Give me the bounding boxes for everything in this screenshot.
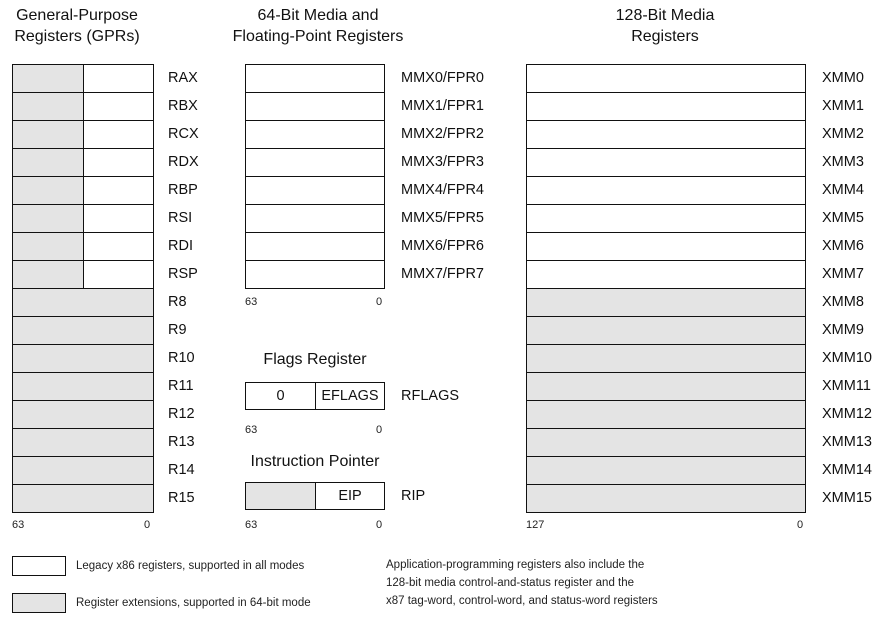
xmm-label-xmm15: XMM15 <box>822 490 872 506</box>
gpr-register-row-rdx <box>12 148 154 177</box>
note-line3: x87 tag-word, control-word, and status-word registers <box>386 595 658 607</box>
xmm-register-labels <box>822 64 884 512</box>
xmm-register-row-xmm1 <box>526 92 806 121</box>
gpr-label-rsi: RSI <box>168 210 193 226</box>
gpr-label-r13: R13 <box>168 434 195 450</box>
mmx-label-mmx2-fpr2: MMX2/FPR2 <box>401 126 484 142</box>
gpr-label-r14: R14 <box>168 462 195 478</box>
mmx-bit-low: 0 <box>376 296 383 308</box>
xmm-label-xmm0: XMM0 <box>822 70 864 86</box>
gpr-register-row-r11 <box>12 372 154 401</box>
xmm-heading <box>590 5 740 47</box>
mmx-heading <box>218 5 418 47</box>
mmx-register-row-mmx0-fpr0 <box>245 64 385 93</box>
xmm-label-xmm13: XMM13 <box>822 434 872 450</box>
gpr-upper-extension-rcx <box>13 121 84 148</box>
rflags-label: RFLAGS <box>401 388 460 404</box>
mmx-register-row-mmx7-fpr7 <box>245 260 385 289</box>
eip-lower-half: EIP <box>338 488 362 504</box>
gpr-register-row-rbx <box>12 92 154 121</box>
mmx-heading-line1: 64-Bit Media and <box>257 7 379 24</box>
eflags-lower-half: EFLAGS <box>321 388 379 404</box>
gpr-label-r15: R15 <box>168 490 195 506</box>
gpr-register-row-r10 <box>12 344 154 373</box>
mmx-label-mmx5-fpr5: MMX5/FPR5 <box>401 210 484 226</box>
mmx-register-row-mmx4-fpr4 <box>245 176 385 205</box>
gpr-upper-extension-rsi <box>13 205 84 232</box>
xmm-label-xmm8: XMM8 <box>822 294 864 310</box>
gpr-heading-line2: Registers (GPRs) <box>14 28 140 45</box>
gpr-register-row-r9 <box>12 316 154 345</box>
ip-heading: Instruction Pointer <box>250 453 380 470</box>
mmx-register-stack <box>245 64 385 288</box>
xmm-register-row-xmm9 <box>526 316 806 345</box>
gpr-upper-extension-rsp <box>13 261 84 288</box>
xmm-heading-line2: Registers <box>631 28 699 45</box>
gpr-upper-extension-rdx <box>13 149 84 176</box>
xmm-label-xmm10: XMM10 <box>822 350 872 366</box>
gpr-bit-high: 63 <box>12 519 25 531</box>
gpr-register-stack <box>12 64 154 512</box>
xmm-register-row-xmm6 <box>526 232 806 261</box>
xmm-register-stack <box>526 64 806 512</box>
mmx-register-row-mmx5-fpr5 <box>245 204 385 233</box>
mmx-register-row-mmx2-fpr2 <box>245 120 385 149</box>
xmm-register-row-xmm3 <box>526 148 806 177</box>
xmm-label-xmm1: XMM1 <box>822 98 864 114</box>
legend-extension-text: Register extensions, supported in 64-bit mode <box>76 597 311 609</box>
gpr-register-row-rdi <box>12 232 154 261</box>
legend-extension-swatch <box>12 593 66 613</box>
mmx-label-mmx6-fpr6: MMX6/FPR6 <box>401 238 484 254</box>
ip-bit-low: 0 <box>376 519 383 531</box>
xmm-register-row-xmm15 <box>526 484 806 513</box>
gpr-upper-extension-rax <box>13 65 84 92</box>
gpr-label-rax: RAX <box>168 70 198 86</box>
gpr-upper-extension-rbp <box>13 177 84 204</box>
mmx-label-mmx0-fpr0: MMX0/FPR0 <box>401 70 484 86</box>
gpr-label-rbx: RBX <box>168 98 198 114</box>
xmm-bit-high: 127 <box>526 519 545 531</box>
xmm-register-row-xmm2 <box>526 120 806 149</box>
xmm-label-xmm11: XMM11 <box>822 378 871 394</box>
note-line1: Application-programming registers also include the <box>386 559 645 571</box>
mmx-label-mmx7-fpr7: MMX7/FPR7 <box>401 266 484 282</box>
rflags-register <box>245 382 385 410</box>
xmm-label-xmm14: XMM14 <box>822 462 872 478</box>
mmx-register-row-mmx6-fpr6 <box>245 232 385 261</box>
gpr-label-rdi: RDI <box>168 238 193 254</box>
xmm-register-row-xmm13 <box>526 428 806 457</box>
gpr-label-r11: R11 <box>168 378 194 394</box>
gpr-heading-line1: General-Purpose <box>16 7 138 24</box>
xmm-label-xmm9: XMM9 <box>822 322 864 338</box>
ip-bit-high: 63 <box>245 519 258 531</box>
mmx-label-mmx4-fpr4: MMX4/FPR4 <box>401 182 484 198</box>
xmm-label-xmm6: XMM6 <box>822 238 864 254</box>
gpr-upper-extension-rbx <box>13 93 84 120</box>
rip-label: RIP <box>401 488 426 504</box>
gpr-label-rdx: RDX <box>168 154 199 170</box>
rflags-upper-half: 0 <box>246 383 316 409</box>
gpr-label-rsp: RSP <box>168 266 198 282</box>
note-line2: 128-bit media control-and-status register and the <box>386 577 635 589</box>
gpr-register-row-rbp <box>12 176 154 205</box>
gpr-label-r8: R8 <box>168 294 187 310</box>
gpr-register-row-rcx <box>12 120 154 149</box>
gpr-label-r9: R9 <box>168 322 187 338</box>
flags-bit-high: 63 <box>245 424 258 436</box>
xmm-register-row-xmm8 <box>526 288 806 317</box>
gpr-register-row-r13 <box>12 428 154 457</box>
xmm-label-xmm12: XMM12 <box>822 406 872 422</box>
xmm-label-xmm3: XMM3 <box>822 154 864 170</box>
gpr-register-row-r15 <box>12 484 154 513</box>
xmm-register-row-xmm11 <box>526 372 806 401</box>
mmx-label-mmx1-fpr1: MMX1/FPR1 <box>401 98 484 114</box>
mmx-bit-high: 63 <box>245 296 258 308</box>
rip-upper-half <box>246 483 316 509</box>
gpr-label-r10: R10 <box>168 350 195 366</box>
gpr-label-rcx: RCX <box>168 126 199 142</box>
legend-legacy-text: Legacy x86 registers, supported in all modes <box>76 560 305 572</box>
gpr-register-labels <box>168 64 228 512</box>
xmm-label-xmm4: XMM4 <box>822 182 864 198</box>
xmm-register-row-xmm10 <box>526 344 806 373</box>
legend-legacy-swatch <box>12 556 66 576</box>
xmm-label-xmm5: XMM5 <box>822 210 864 226</box>
flags-heading: Flags Register <box>263 351 367 368</box>
gpr-register-row-r12 <box>12 400 154 429</box>
gpr-register-row-rsi <box>12 204 154 233</box>
xmm-heading-line1: 128-Bit Media <box>615 7 715 24</box>
xmm-register-row-xmm5 <box>526 204 806 233</box>
mmx-heading-line2: Floating-Point Registers <box>232 28 404 45</box>
gpr-register-row-r8 <box>12 288 154 317</box>
rip-register <box>245 482 385 510</box>
gpr-heading <box>2 5 152 47</box>
mmx-register-row-mmx3-fpr3 <box>245 148 385 177</box>
gpr-bit-low: 0 <box>144 519 151 531</box>
xmm-register-row-xmm12 <box>526 400 806 429</box>
xmm-label-xmm7: XMM7 <box>822 266 864 282</box>
xmm-register-row-xmm14 <box>526 456 806 485</box>
gpr-label-rbp: RBP <box>168 182 198 198</box>
xmm-bit-low: 0 <box>797 519 804 531</box>
mmx-label-mmx3-fpr3: MMX3/FPR3 <box>401 154 484 170</box>
xmm-register-row-xmm7 <box>526 260 806 289</box>
flags-bit-low: 0 <box>376 424 383 436</box>
xmm-register-row-xmm4 <box>526 176 806 205</box>
gpr-register-row-r14 <box>12 456 154 485</box>
gpr-register-row-rax <box>12 64 154 93</box>
gpr-label-r12: R12 <box>168 406 195 422</box>
gpr-register-row-rsp <box>12 260 154 289</box>
gpr-upper-extension-rdi <box>13 233 84 260</box>
xmm-register-row-xmm0 <box>526 64 806 93</box>
xmm-label-xmm2: XMM2 <box>822 126 864 142</box>
mmx-register-labels <box>401 64 511 288</box>
mmx-register-row-mmx1-fpr1 <box>245 92 385 121</box>
